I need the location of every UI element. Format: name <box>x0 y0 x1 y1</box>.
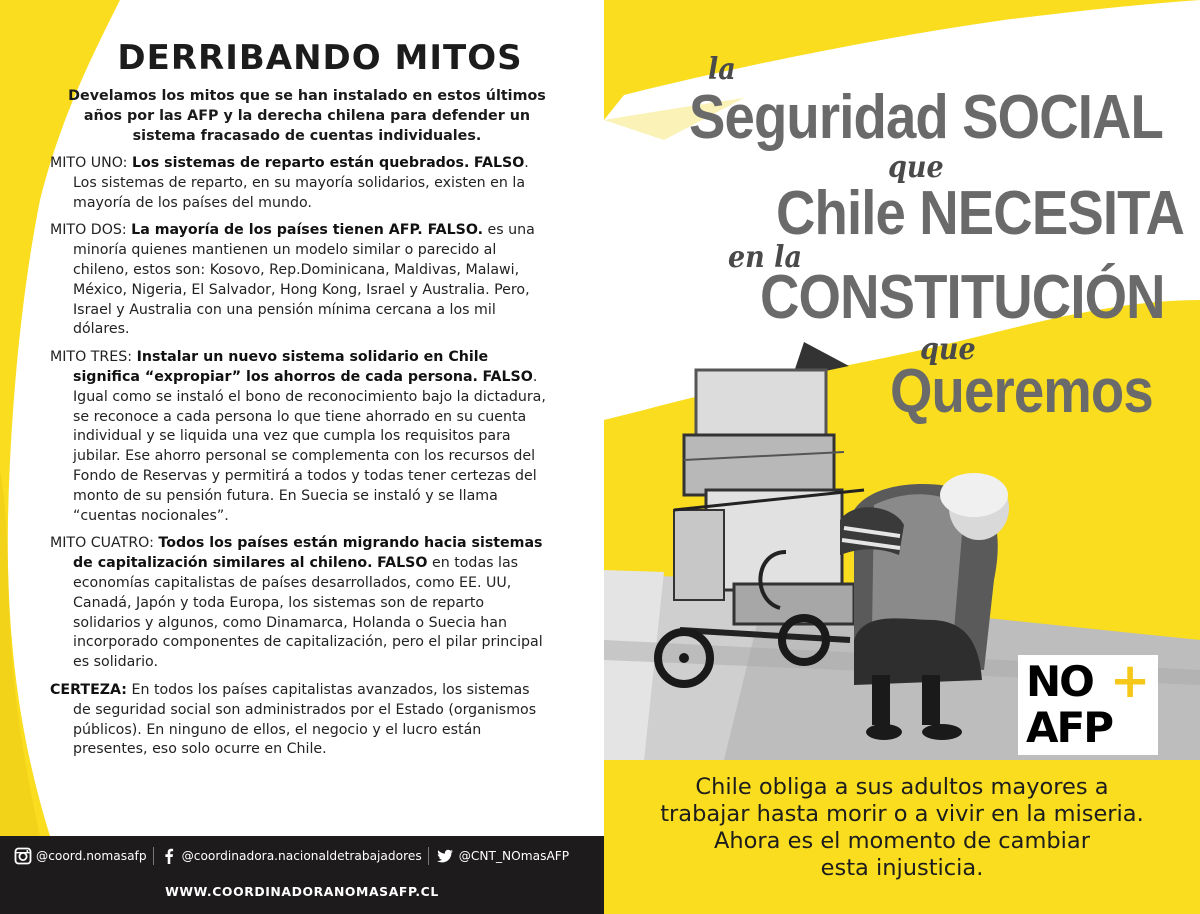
myth-claim: Instalar un nuevo sistema solidario en Chile significa “expropiar” los ahorros de cada persona. <box>73 349 489 385</box>
bottom-message <box>604 774 1200 882</box>
divider <box>153 847 154 865</box>
myth-verdict: FALSO <box>377 555 428 572</box>
myths-content <box>50 38 550 768</box>
myth-claim: Todos los países están migrando hacia sistemas de capitalización similares al chileno. <box>73 535 543 572</box>
headline-que-1: que <box>888 150 944 185</box>
myth-one <box>50 154 550 213</box>
certeza-label: CERTEZA: <box>50 681 127 698</box>
bottom-line-3: Ahora es el momento de cambiar <box>714 828 1090 854</box>
headline-que-2: que <box>920 332 976 367</box>
bottom-line-2: trabajar hasta morir o a vivir en la miseria. <box>660 801 1144 827</box>
page-title: DERRIBANDO MITOS <box>117 38 523 78</box>
headline-line-3: CONSTITUCIÓN <box>760 263 1165 332</box>
myth-claim: La mayoría de los países tienen AFP. FALSO. <box>131 222 484 239</box>
social-links <box>14 847 569 865</box>
headline-line-1: Seguridad SOCIAL <box>689 83 1163 152</box>
bottom-line-4: esta injusticia. <box>820 855 984 881</box>
headline-en-la: en la <box>728 240 802 275</box>
no-mas-afp-logo <box>1018 655 1158 755</box>
logo-plus: + <box>1110 653 1151 709</box>
myth-two <box>50 221 550 340</box>
divider <box>428 847 429 865</box>
facebook-icon <box>160 847 178 865</box>
myth-four <box>50 534 550 673</box>
headline-la: la <box>708 52 736 87</box>
myth-text: . Igual como se instaló el bono de reconocimiento bajo la dictadura, se reconoce a cada persona lo que tiene ahorrado en su cuenta individual y se liquida una vez que cumpla los requisitos para jubilar. Ese ahorro personal se complementa con los recursos del Fondo de Reservas y permitirá a todos y todas tener certezas del monto de su pensión futura. En Suecia se instaló y se llama “cuentas nocionales”. <box>73 368 546 524</box>
twitter-icon <box>435 847 455 865</box>
myth-verdict: FALSO <box>473 155 525 171</box>
myth-text: es una minoría quienes mantienen un modelo similar o parecido al chileno, estos son: Kosovo, Rep.Dominicana, Maldivas, Malawi, México, Nigeria, El Salvador, Hong Kong, Israel y Australia. Pero, Israel y Australia con una pensión mínima cercana a los mil dólares. <box>73 222 535 338</box>
myth-label: MITO CUATRO: <box>50 535 159 552</box>
instagram-handle: @coord.nomasafp <box>36 849 147 863</box>
bottom-line-1: Chile obliga a sus adultos mayores a <box>695 774 1109 800</box>
certeza-text: En todos los países capitalistas avanzados, los sistemas de seguridad social son administrados por el Estado (organismos públicos). En ninguno de ellos, el negocio y el lucro están presentes, eso solo ocurre en Chile. <box>73 681 537 758</box>
footer <box>0 836 604 914</box>
facebook-handle: @coordinadora.nacionaldetrabajadores <box>181 849 422 863</box>
myth-three <box>50 348 550 526</box>
website-link[interactable]: WWW.COORDINADORANOMASAFP.CL <box>165 884 439 899</box>
myth-label: MITO DOS: <box>50 222 132 239</box>
logo-afp: AFP <box>1026 703 1112 752</box>
headline-line-2: Chile NECESITA <box>776 179 1185 248</box>
instagram-link[interactable] <box>14 847 147 865</box>
myth-text: en todas las economías capitalistas de países desarrollados, como EE. UU, Canadá, Japón y toda Europa, los sistemas son de reparto solidarios y algunos, como Dinamarca, Holanda o Suecia han incorporado componentes de capitalización, pero el pilar principal es solidario. <box>73 555 543 671</box>
facebook-link[interactable] <box>160 847 422 865</box>
twitter-handle: @CNT_NOmasAFP <box>458 849 570 863</box>
right-panel <box>604 0 1200 914</box>
logo-no: NO <box>1026 657 1093 706</box>
certeza <box>50 681 550 760</box>
myth-label: MITO UNO: <box>50 155 132 171</box>
myth-label: MITO TRES: <box>50 349 137 366</box>
myth-verdict: FALSO <box>482 368 533 385</box>
headline-line-4: Queremos <box>890 357 1153 426</box>
twitter-link[interactable] <box>435 847 569 865</box>
instagram-icon <box>14 847 32 865</box>
intro-text: Develamos los mitos que se han instalado en estos últimos años por las AFP y la derecha chilena para defender un sistema fracasado de cuentas individuales. <box>68 88 546 144</box>
myth-text: . Los sistemas de reparto, en su mayoría solidarios, existen en la mayoría de los países del mundo. <box>73 155 529 211</box>
myth-claim: Los sistemas de reparto están quebrados. <box>131 155 470 171</box>
